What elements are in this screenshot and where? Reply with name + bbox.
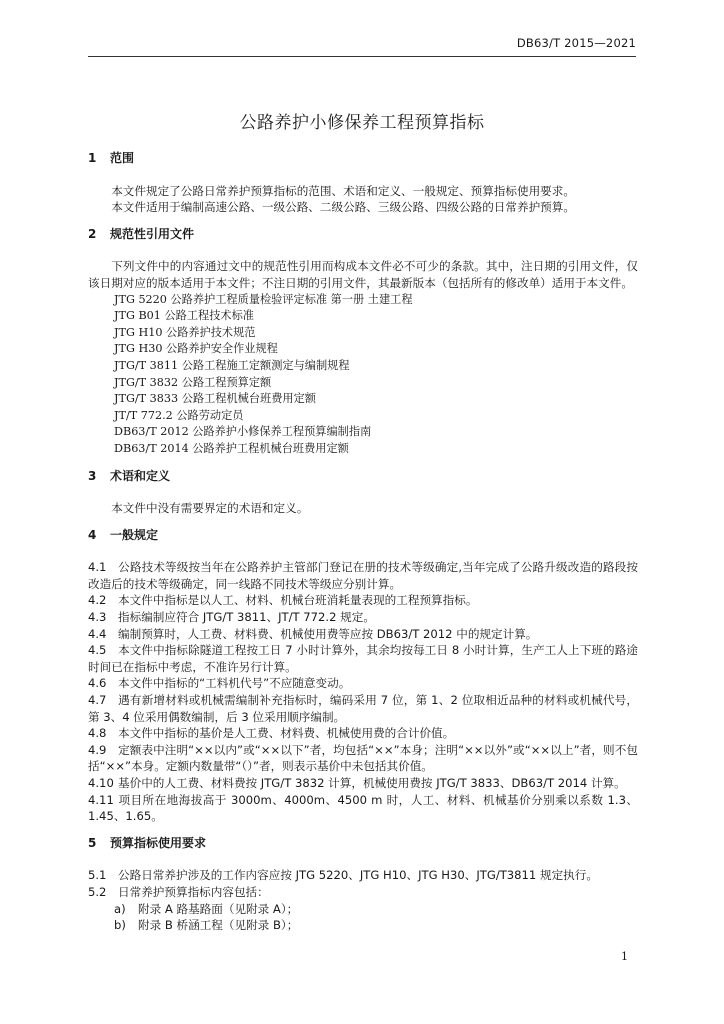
clause-number: 4.1 xyxy=(88,560,107,575)
section-number: 1 xyxy=(88,151,97,165)
clause-item xyxy=(88,867,638,884)
clause-item xyxy=(88,626,638,643)
clause-number: 5.1 xyxy=(88,868,107,883)
reference-item: DB63/T 2014 公路养护工程机械台班费用定额 xyxy=(114,441,349,455)
sub-item-text: 附录 B 桥涵工程（见附录 B）； xyxy=(138,918,299,933)
section-title: 一般规定 xyxy=(110,527,159,542)
clause-text: 指标编制应符合 JTG/T 3811、JT/T 772.2 规定。 xyxy=(118,610,375,625)
clause-item xyxy=(88,609,638,626)
clause-text: 基价中的人工费、材料费按 JTG/T 3832 计算，机械使用费按 JTG/T 3833、DB63/T 2014 计算。 xyxy=(118,776,626,790)
section-4-heading xyxy=(88,527,638,544)
page-number: 1 xyxy=(621,950,628,963)
section-title: 范围 xyxy=(110,151,135,165)
clause-item xyxy=(88,775,638,792)
clause-text: 公路技术等级按当年在公路养护主管部门登记在册的技术等级确定,当年完成了公路升级改造的路段按改造后的技术等级确定，同一线路不同技术等级应分别计算。 xyxy=(88,560,638,591)
clause-item xyxy=(88,642,638,675)
document-id: DB63/T 2015—2021 xyxy=(516,36,636,50)
clause-text: 本文件中指标是以人工、材料、机械台班消耗量表现的工程预算指标。 xyxy=(118,593,478,608)
clause-number: 4.11 xyxy=(88,792,114,807)
clause-number: 4.9 xyxy=(88,742,107,757)
section-number: 4 xyxy=(88,527,97,542)
document-title: 公路养护小修保养工程预算指标 xyxy=(239,113,485,133)
paragraph: 本文件适用于编制高速公路、一级公路、二级公路、三级公路、四级公路的日常养护预算。 xyxy=(111,200,575,215)
clause-number: 4.10 xyxy=(88,776,114,790)
section-1-heading xyxy=(88,150,638,167)
reference-item: DB63/T 2012 公路养护小修保养工程预算编制指南 xyxy=(114,425,372,439)
reference-item: JTG/T 3811 公路工程施工定额测定与编制规程 xyxy=(114,358,350,372)
clause-item xyxy=(88,675,638,692)
section-2-heading xyxy=(88,226,638,243)
document-body xyxy=(88,150,638,934)
section-title: 术语和定义 xyxy=(110,468,171,483)
section-number: 5 xyxy=(88,835,97,850)
reference-item: JTG B01 公路工程技术标准 xyxy=(114,309,254,323)
sub-list-item xyxy=(88,901,638,918)
section-title: 预算指标使用要求 xyxy=(110,835,207,850)
section-number: 2 xyxy=(88,226,97,241)
paragraph: 本文件中没有需要界定的术语和定义。 xyxy=(111,501,309,516)
clause-text: 本文件中指标除隧道工程按工日 7 小时计算外，其余均按每工日 8 小时计算，生产工人上下班的路途时间已在指标中考虑，不准许另行计算。 xyxy=(88,643,638,674)
clause-text: 公路日常养护涉及的工作内容应按 JTG 5220、JTG H10、JTG H30、JTG/T3811 规定执行。 xyxy=(118,868,598,883)
sub-item-marker: a) xyxy=(114,901,126,916)
reference-item: JTG H30 公路养护安全作业规程 xyxy=(114,342,278,356)
clause-text: 项目所在地海拔高于 3000m、4000m、4500 m 时，人工、材料、机械基价分别乘以系数 1.3、1.45、1.65。 xyxy=(88,792,638,824)
clause-item xyxy=(88,884,638,901)
clause-text: 定额表中注明“××以内”或“××以下”者，均包括“××”本身；注明“××以外”或“××以上”者，则不包括“××”本身。定额内数量带“（）”者，则表示基价中未包括其价值。 xyxy=(88,742,638,774)
header-rule xyxy=(88,56,636,57)
reference-item: JTG/T 3833 公路工程机械台班费用定额 xyxy=(114,392,316,406)
reference-item: JTG H10 公路养护技术规范 xyxy=(114,325,256,339)
clause-item xyxy=(88,792,638,825)
clause-text: 遇有新增材料或机械需编制补充指标时，编码采用 7 位，第 1、2 位取相近品种的材料或机械代号，第 3、4 位采用偶数编制，后 3 位采用顺序编制。 xyxy=(88,693,638,724)
clause-text: 日常养护预算指标内容包括： xyxy=(118,884,269,899)
section-number: 3 xyxy=(88,468,97,483)
clause-number: 4.6 xyxy=(88,676,107,691)
clause-item xyxy=(88,725,638,742)
clause-number: 4.3 xyxy=(88,610,107,625)
section-title: 规范性引用文件 xyxy=(110,226,195,241)
sub-item-marker: b) xyxy=(114,918,126,933)
clause-text: 本文件中指标的基价是人工费、材料费、机械使用费的合计价值。 xyxy=(118,726,455,741)
reference-item: JT/T 772.2 公路劳动定员 xyxy=(114,408,244,422)
clause-item xyxy=(88,742,638,775)
section-3-heading xyxy=(88,468,638,485)
clause-text: 编制预算时，人工费、材料费、机械使用费等应按 DB63/T 2012 中的规定计算。 xyxy=(118,626,538,641)
clause-number: 5.2 xyxy=(88,884,107,899)
section-5-heading xyxy=(88,835,638,852)
clause-item xyxy=(88,592,638,609)
paragraph: 下列文件中的内容通过文中的规范性引用而构成本文件必不可少的条款。其中，注日期的引用文件，仅该日期对应的版本适用于本文件；不注日期的引用文件，其最新版本（包括所有的修改单）适用于本文件。 xyxy=(88,259,638,290)
clause-item xyxy=(88,559,638,592)
clause-text: 本文件中指标的“工料机代号”不应随意变动。 xyxy=(118,676,351,691)
reference-item: JTG/T 3832 公路工程预算定额 xyxy=(114,375,272,389)
clause-number: 4.7 xyxy=(88,693,107,708)
sub-item-text: 附录 A 路基路面（见附录 A）； xyxy=(138,901,299,916)
clause-number: 4.2 xyxy=(88,593,107,608)
clause-number: 4.8 xyxy=(88,726,107,741)
paragraph: 本文件规定了公路日常养护预算指标的范围、术语和定义、一般规定、预算指标使用要求。 xyxy=(111,183,575,198)
reference-item: JTG 5220 公路养护工程质量检验评定标准 第一册 土建工程 xyxy=(114,292,413,306)
sub-list-item xyxy=(88,917,638,934)
clause-item xyxy=(88,692,638,725)
clause-number: 4.4 xyxy=(88,626,107,641)
clause-number: 4.5 xyxy=(88,643,107,658)
